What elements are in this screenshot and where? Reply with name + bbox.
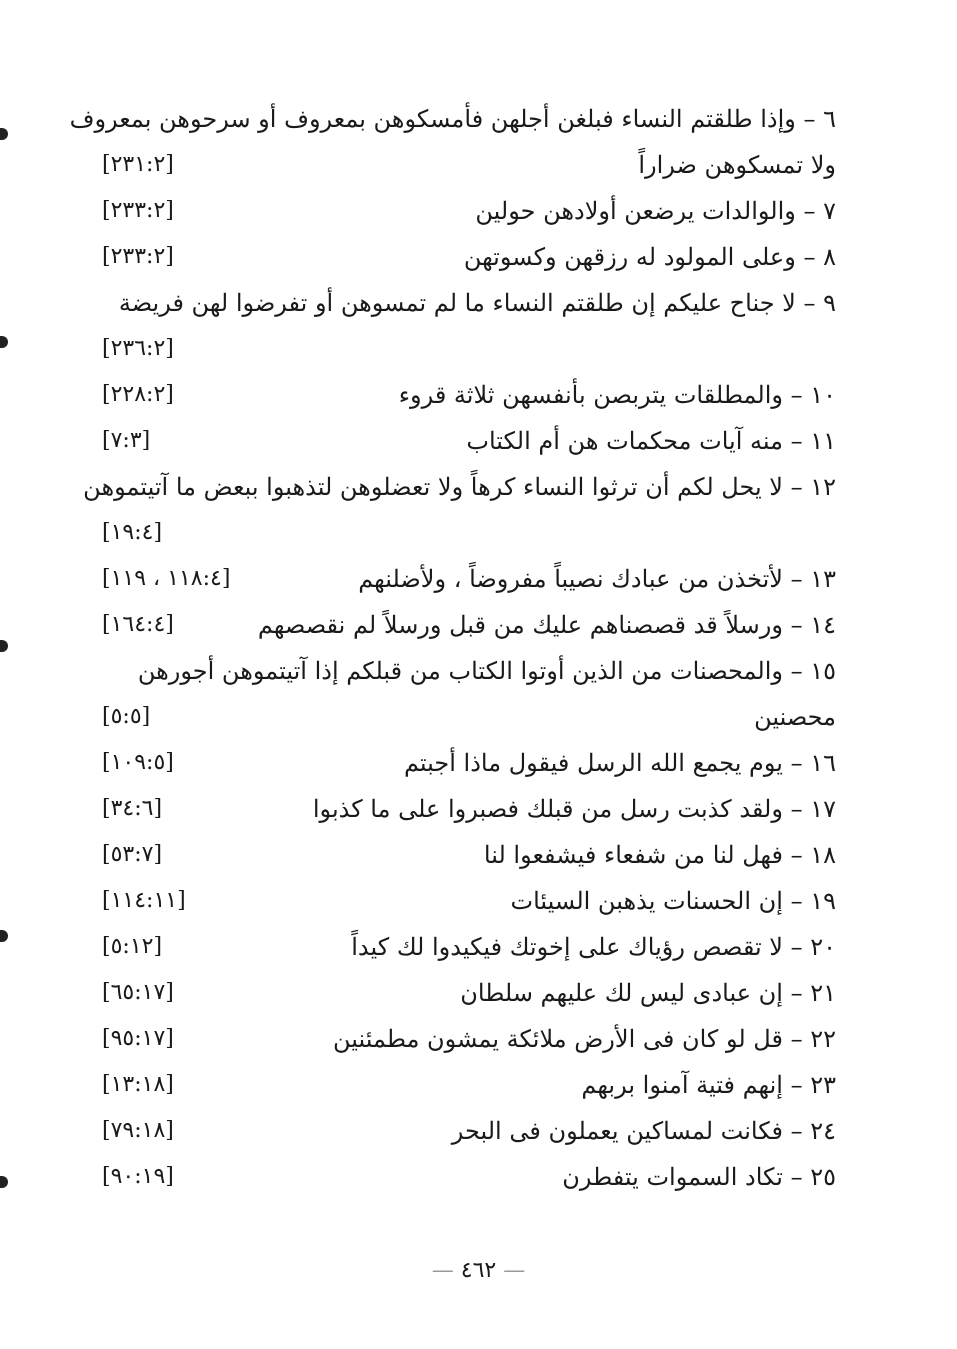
verse-text: ٢٥ – تكاد السموات يتفطرن xyxy=(562,1163,836,1191)
margin-mark xyxy=(0,1176,8,1188)
verse-text: ٢٤ – فكانت لمساكين يعملون فى البحر xyxy=(451,1117,836,1145)
verse-text: ١٣ – لأتخذن من عبادك نصيباً مفروضاً ، ولأضلنهم xyxy=(358,565,836,593)
verse-reference: [١٠٩:٥] xyxy=(102,750,174,775)
verse-line xyxy=(96,970,836,1016)
verse-text: ١٧ – ولقد كذبت رسل من قبلك فصبروا على ما كذبوا xyxy=(312,795,836,823)
verse-text: ولا تمسكوهن ضراراً xyxy=(638,151,836,179)
verse-line xyxy=(96,878,836,924)
verse-text: ١٠ – والمطلقات يتربصن بأنفسهن ثلاثة قروء xyxy=(398,381,836,409)
verse-line xyxy=(96,740,836,786)
verse-list xyxy=(69,96,836,1200)
margin-mark xyxy=(0,336,8,348)
verse-reference: [٥:٥] xyxy=(102,704,151,729)
verse-reference: [١١٨:٤ ، ١١٩] xyxy=(102,566,231,591)
verse-line xyxy=(96,786,836,832)
verse-line xyxy=(83,464,836,510)
verse-reference: [٢٣٣:٢] xyxy=(102,244,174,269)
verse-text: ٢١ – إن عبادى ليس لك عليهم سلطان xyxy=(460,979,836,1007)
verse-line xyxy=(96,832,836,878)
verse-line xyxy=(96,556,836,602)
verse-line xyxy=(96,1154,836,1200)
verse-line xyxy=(96,510,836,556)
verse-text: محصنين xyxy=(754,703,836,731)
verse-reference: [١٣:١٨] xyxy=(102,1072,174,1097)
margin-mark xyxy=(0,128,8,140)
page-number-footer xyxy=(0,1258,957,1283)
verse-text: ٧ – والوالدات يرضعن أولادهن حولين xyxy=(475,197,836,225)
verse-line xyxy=(96,694,836,740)
verse-reference: [٩٠:١٩] xyxy=(102,1164,174,1189)
verse-reference: [٢٣٦:٢] xyxy=(102,336,174,361)
verse-line xyxy=(96,648,836,694)
verse-line xyxy=(96,418,836,464)
verse-reference: [٧٩:١٨] xyxy=(102,1118,174,1143)
verse-reference: [١٦٤:٤] xyxy=(102,612,174,637)
verse-reference: [١١٤:١١] xyxy=(102,888,186,913)
verse-reference: [٣٤:٦] xyxy=(102,796,163,821)
verse-line xyxy=(96,1108,836,1154)
verse-reference: [٢٣١:٢] xyxy=(102,152,174,177)
verse-reference: [١٩:٤] xyxy=(102,520,163,545)
verse-reference: [٧:٣] xyxy=(102,428,151,453)
margin-mark xyxy=(0,930,8,942)
verse-line xyxy=(96,924,836,970)
verse-reference: [٢٢٨:٢] xyxy=(102,382,174,407)
verse-line xyxy=(96,280,836,326)
footer-dash: — xyxy=(503,1258,526,1283)
verse-line xyxy=(96,326,836,372)
verse-reference: [٥٣:٧] xyxy=(102,842,163,867)
verse-text: ١٤ – ورسلاً قد قصصناهم عليك من قبل ورسلاً لم نقصصهم xyxy=(257,611,836,639)
margin-mark xyxy=(0,640,8,652)
verse-line xyxy=(96,188,836,234)
verse-text: ٩ – لا جناح عليكم إن طلقتم النساء ما لم تمسوهن أو تفرضوا لهن فريضة xyxy=(118,289,836,317)
verse-reference: [٦٥:١٧] xyxy=(102,980,174,1005)
verse-text: ١٢ – لا يحل لكم أن ترثوا النساء كرهاً ولا تعضلوهن لتذهبوا ببعض ما آتيتموهن xyxy=(83,473,836,501)
verse-line xyxy=(69,96,836,142)
page-number: ٤٦٢ xyxy=(460,1258,497,1283)
verse-text: ١٨ – فهل لنا من شفعاء فيشفعوا لنا xyxy=(483,841,836,869)
verse-reference: [٢٣٣:٢] xyxy=(102,198,174,223)
verse-line xyxy=(96,234,836,280)
verse-text: ٢٣ – إنهم فتية آمنوا بربهم xyxy=(581,1071,836,1099)
verse-line xyxy=(96,1062,836,1108)
verse-text: ٦ – وإذا طلقتم النساء فبلغن أجلهن فأمسكوهن بمعروف أو سرحوهن بمعروف xyxy=(69,105,836,133)
verse-line xyxy=(96,372,836,418)
verse-reference: [٥:١٢] xyxy=(102,934,163,959)
verse-text: ١٩ – إن الحسنات يذهبن السيئات xyxy=(510,887,836,915)
verse-line xyxy=(96,142,836,188)
verse-text: ١١ – منه آيات محكمات هن أم الكتاب xyxy=(466,427,836,455)
verse-line xyxy=(96,602,836,648)
verse-reference: [٩٥:١٧] xyxy=(102,1026,174,1051)
verse-text: ١٦ – يوم يجمع الله الرسل فيقول ماذا أجبتم xyxy=(403,749,836,777)
verse-text: ٢٠ – لا تقصص رؤياك على إخوتك فيكيدوا لك كيداً xyxy=(351,933,836,961)
verse-text: ٢٢ – قل لو كان فى الأرض ملائكة يمشون مطمئنين xyxy=(333,1025,836,1053)
verse-line xyxy=(96,1016,836,1062)
footer-dash: — xyxy=(431,1258,454,1283)
verse-text: ٨ – وعلى المولود له رزقهن وكسوتهن xyxy=(463,243,836,271)
verse-text: ١٥ – والمحصنات من الذين أوتوا الكتاب من قبلكم إذا آتيتموهن أجورهن xyxy=(137,657,836,685)
